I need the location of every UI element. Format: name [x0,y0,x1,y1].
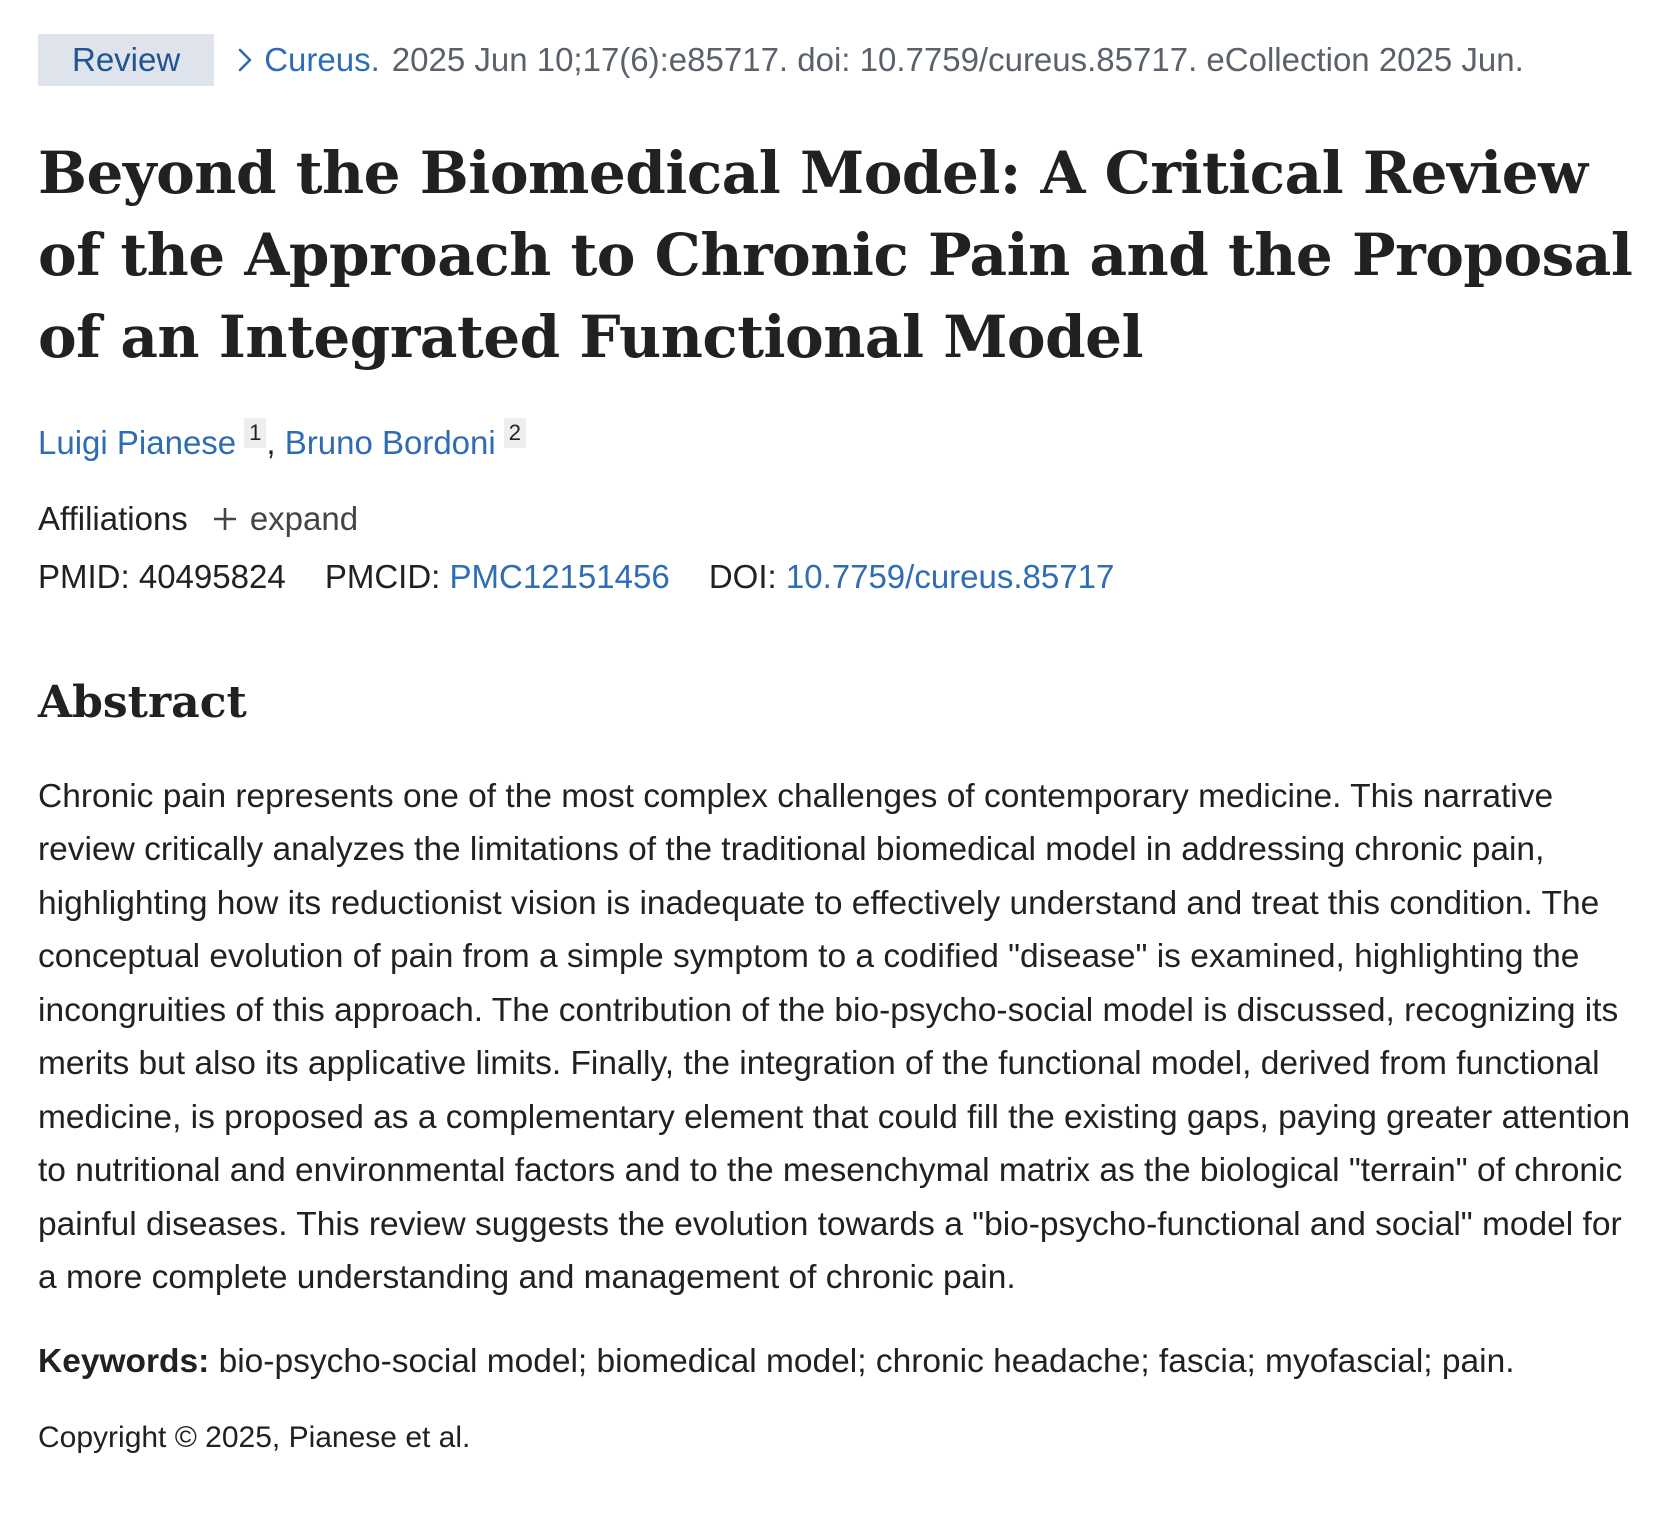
author-link-bordoni[interactable]: Bruno Bordoni [284,424,496,461]
doi-link[interactable]: 10.7759/cureus.85717 [785,558,1115,595]
citation-details: 2025 Jun 10;17(6):e85717. doi: 10.7759/cureus.85717. eCollection 2025 Jun. [391,41,1524,78]
affiliations-expand-button[interactable] [212,495,358,543]
affiliations-row [38,495,1638,543]
article-type-badge: Review [38,34,214,86]
pmid-label: PMID: [38,558,130,595]
keywords-label: Keywords: [38,1343,210,1381]
chevron-right-icon [236,47,254,73]
article-title: Beyond the Biomedical Model: A Critical Review of the Approach to Chronic Pain and the Proposal of an Integrated Functional Model [38,139,1633,371]
expand-label: expand [249,500,359,537]
keywords-text: bio-psycho-social model; biomedical model; chronic headache; fascia; myofascial; pain. [218,1343,1515,1381]
abstract-heading: Abstract [38,677,247,728]
journal-link[interactable]: Cureus. [264,41,380,78]
affiliations-label: Affiliations [38,500,188,537]
affiliation-ref-1[interactable]: 1 [244,418,266,448]
keywords [38,1338,1638,1386]
identifiers-row [38,553,1638,601]
citation-row [38,34,1638,86]
affiliation-ref-2[interactable]: 2 [504,418,526,448]
authors-list [38,418,1638,467]
pmcid-link[interactable]: PMC12151456 [449,558,670,595]
copyright-notice: Copyright © 2025, Pianese et al. [38,1421,471,1455]
pmid-value: 40495824 [138,558,286,595]
author-separator: , [266,424,276,461]
pmcid-label: PMCID: [324,558,441,595]
doi-label: DOI: [708,558,777,595]
plus-icon [212,506,238,532]
author-link-pianese[interactable]: Luigi Pianese [38,424,237,461]
abstract-text: Chronic pain represents one of the most complex challenges of contemporary medicine. This narrative review critically analyzes the limitations of the traditional biomedical model in addressing chronic pain, highlighting how its reductionist vision is inadequate to effectively understand and treat this condition. The conceptual evolution of pain from a simple symptom to a codified "disease" is examined, highlighting the incongruities of this approach. The contribution of the bio-psycho-social model is discussed, recognizing its merits but also its applicative limits. Finally, the integration of the functional model, derived from functional medicine, is proposed as a complementary element that could fill the existing gaps, paying greater attention to nutritional and environmental factors and to the mesenchymal matrix as the biological "terrain" of chronic painful diseases. This review suggests the evolution towards a "bio-psycho-functional and social" model for a more complete understanding and management of chronic pain. [38,777,1631,1297]
